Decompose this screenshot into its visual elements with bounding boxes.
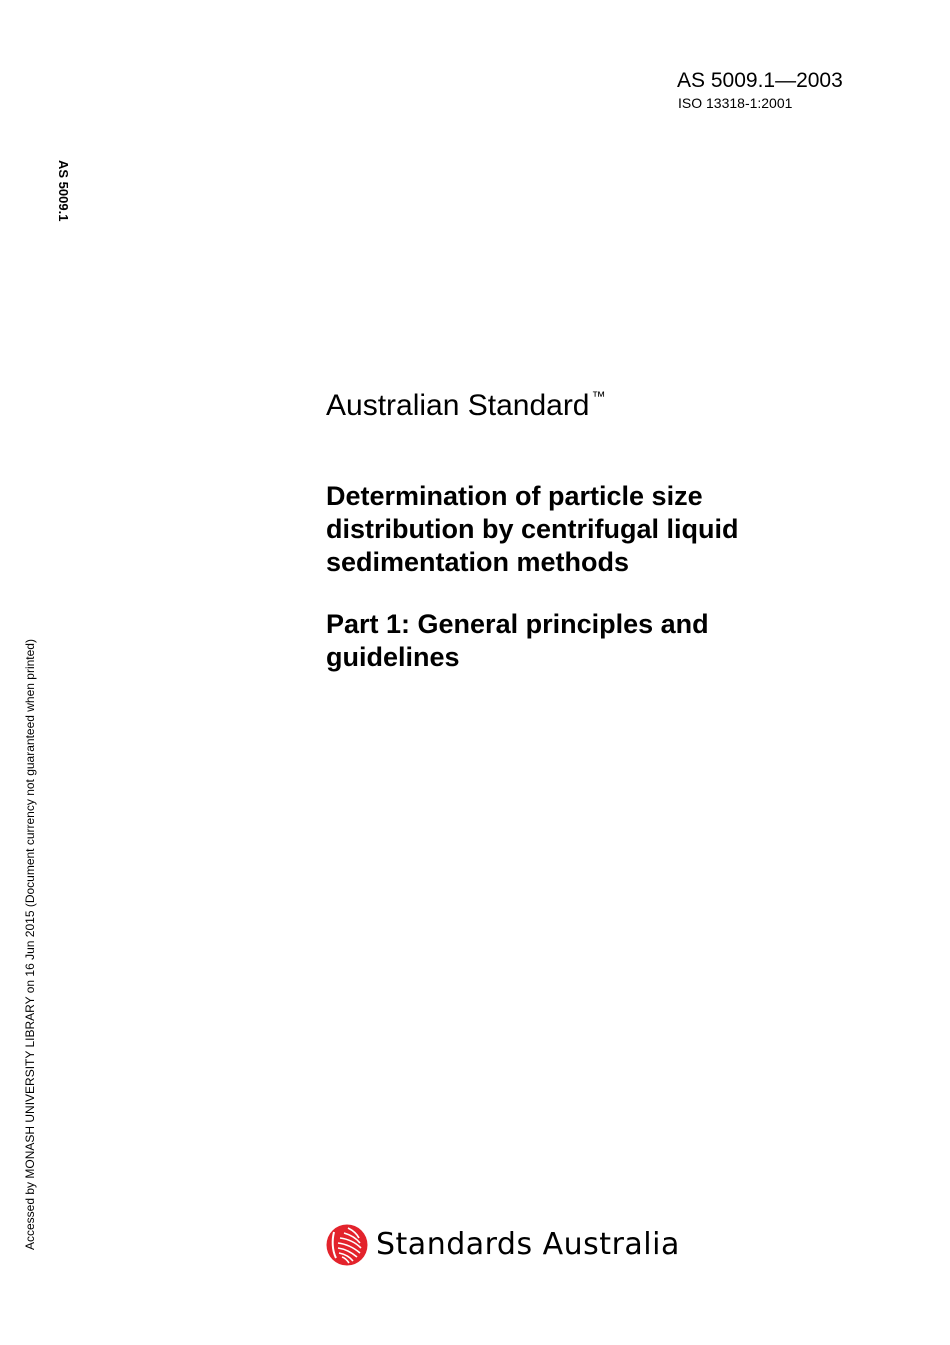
access-note: Accessed by MONASH UNIVERSITY LIBRARY on 16 Jun 2015 (Document currency not guaranteed when printed)	[23, 639, 37, 1250]
document-title-line: distribution by centrifugal liquid	[326, 514, 739, 544]
part-title	[326, 608, 886, 674]
document-title-line: sedimentation methods	[326, 547, 630, 577]
trademark-symbol: ™	[591, 388, 606, 404]
standards-australia-logo-icon	[326, 1224, 368, 1266]
part-title-line: guidelines	[326, 642, 460, 672]
publisher-logo	[326, 1222, 680, 1268]
standard-number: AS 5009.1—2003	[677, 69, 843, 92]
series-title-text: Australian Standard	[326, 389, 590, 422]
spine-label: AS 5009.1	[56, 160, 71, 222]
document-title-line: Determination of particle size	[326, 481, 703, 511]
document-title	[326, 480, 886, 579]
series-title	[326, 378, 606, 424]
publisher-name: Standards Australia	[376, 1227, 680, 1262]
iso-number: ISO 13318-1:2001	[678, 95, 793, 111]
part-title-line: Part 1: General principles and	[326, 609, 709, 639]
